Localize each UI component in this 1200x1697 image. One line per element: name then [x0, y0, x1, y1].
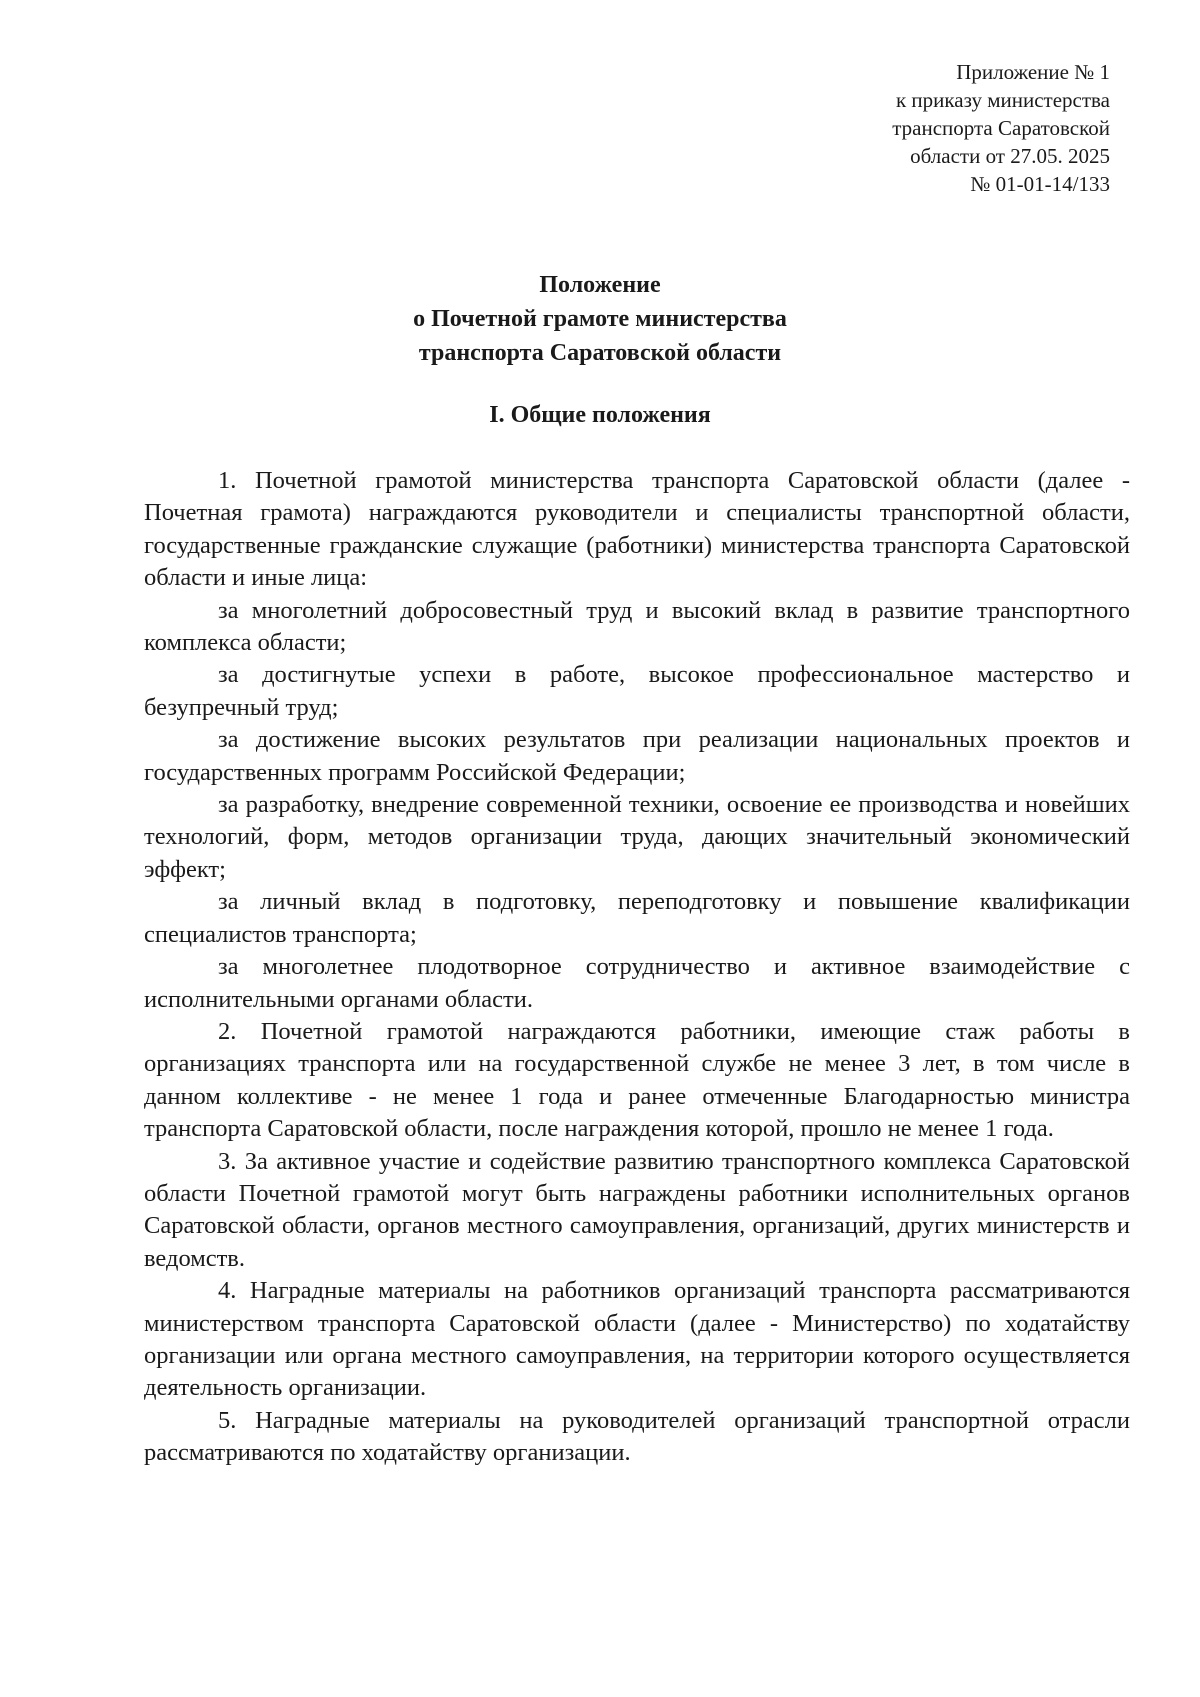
appendix-line-2: к приказу министерства	[895, 88, 1110, 112]
paragraph-1-item-4: за разработку, внедрение современной техники, освоение ее производства и новейших технологий, форм, методов организации труда, дающих значительный экономический эффект;	[144, 791, 1130, 883]
paragraph-1-item-5: за личный вклад в подготовку, переподготовку и повышение квалификации специалистов транспорта;	[144, 888, 1130, 948]
appendix-line-4: области от 27.05. 2025	[910, 144, 1110, 168]
paragraph-1-item-6: за многолетнее плодотворное сотрудничество и активное взаимодействие с исполнительными органами области.	[144, 953, 1130, 1013]
paragraph-1-item-3: за достижение высоких результатов при реализации национальных проектов и государственных программ Российской Федерации;	[144, 726, 1130, 786]
appendix-line-5: № 01-01-14/133	[970, 172, 1110, 196]
paragraph-1-item-2: за достигнутые успехи в работе, высокое профессиональное мастерство и безупречный труд;	[144, 661, 1130, 721]
title-line-2: о Почетной грамоте министерства	[413, 306, 787, 332]
paragraph-2: 2. Почетной грамотой награждаются работники, имеющие стаж работы в организациях транспорта или на государственной службе не менее 3 лет, в том числе в данном коллективе - не менее 1 года и ранее отмеченные Благодарностью министра транспорта Саратовской области, после награждения которой, прошло не менее 1 года.	[144, 1017, 1130, 1143]
paragraph-4: 4. Наградные материалы на работников организаций транспорта рассматриваются министерством транспорта Саратовской области (далее - Министерство) по ходатайству организации или органа местного самоуправления, на территории которого осуществляется деятельность организации.	[144, 1277, 1130, 1402]
title-line-1: Положение	[539, 272, 661, 298]
title-line-3: транспорта Саратовской области	[418, 340, 782, 366]
appendix-line-1: Приложение № 1	[956, 60, 1110, 84]
paragraph-5: 5. Наградные материалы на руководителей организаций транспортной отрасли рассматриваются по ходатайству организации.	[144, 1406, 1130, 1467]
paragraph-3: 3. За активное участие и содействие развитию транспортного комплекса Саратовской области Почетной грамотой могут быть награждены работники исполнительных органов Саратовской области, органов местного самоуправления, организаций, других министерств и ведомств.	[144, 1147, 1130, 1272]
section-heading: I. Общие положения	[489, 402, 711, 428]
appendix-line-3: транспорта Саратовской	[892, 116, 1110, 140]
document-body	[144, 465, 1130, 1470]
paragraph-1-item-1: за многолетний добросовестный труд и высокий вклад в развитие транспортного комплекса области;	[144, 596, 1130, 657]
paragraph-1: 1. Почетной грамотой министерства транспорта Саратовской области (далее - Почетная грамота) награждаются руководители и специалисты транспортной области, государственные гражданские служащие (работники) министерства транспорта Саратовской области и иные лица:	[144, 467, 1130, 592]
appendix-note	[690, 58, 1110, 198]
document-title	[0, 268, 1200, 370]
